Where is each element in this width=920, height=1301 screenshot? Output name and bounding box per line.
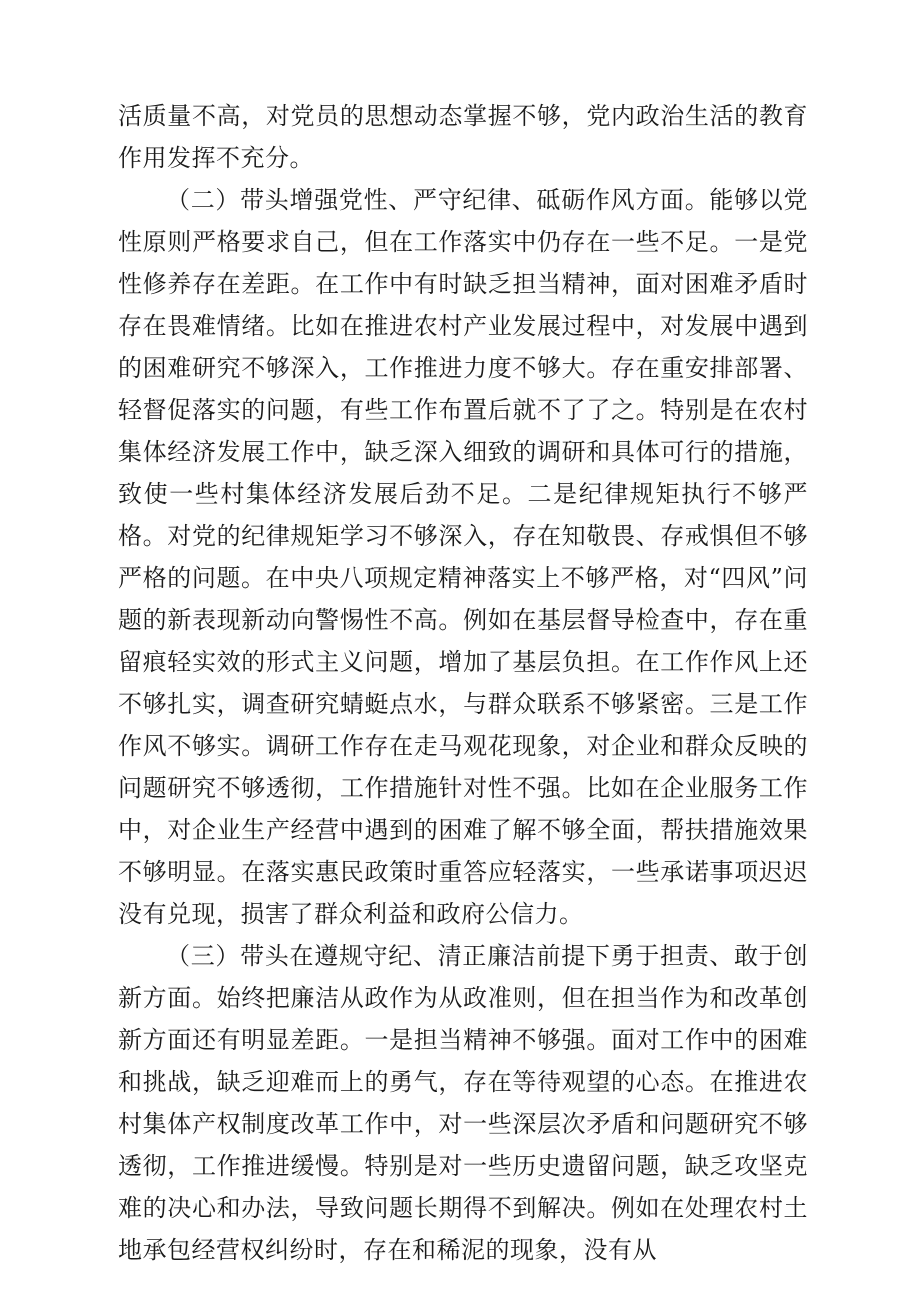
paragraph-section-three: （三）带头在遵规守纪、清正廉洁前提下勇于担责、敢于创新方面。始终把廉洁从政作为从政准则，但在担当作为和改革创新方面还有明显差距。一是担当精神不够强。面对工作中的困难和挑战，缺乏迎难而上的勇气，存在等待观望的心态。在推进农村集体产权制度改革工作中，对一些深层次矛盾和问题研究不够透彻，工作推进缓慢。特别是对一些历史遗留问题，缺乏攻坚克难的决心和办法，导致问题长期得不到解决。例如在处理农村土地承包经营权纠纷时，存在和稀泥的现象，没有从 [118, 942, 808, 1264]
document-body [118, 95, 808, 1271]
paragraph-section-two: （二）带头增强党性、严守纪律、砥砺作风方面。能够以党性原则严格要求自己，但在工作落实中仍存在一些不足。一是党性修养存在差距。在工作中有时缺乏担当精神，面对困难矛盾时存在畏难情绪。比如在推进农村产业发展过程中，对发展中遇到的困难研究不够深入，工作推进力度不够大。存在重安排部署、轻督促落实的问题，有些工作布置后就不了了之。特别是在农村集体经济发展工作中，缺乏深入细致的调研和具体可行的措施，致使一些村集体经济发展后劲不足。二是纪律规矩执行不够严格。对党的纪律规矩学习不够深入，存在知敬畏、存戒惧但不够严格的问题。在中央八项规定精神落实上不够严格，对“四风”问题的新表现新动向警惕性不高。例如在基层督导检查中，存在重留痕轻实效的形式主义问题，增加了基层负担。在工作作风上还不够扎实，调查研究蜻蜓点水，与群众联系不够紧密。三是工作作风不够实。调研工作存在走马观花现象，对企业和群众反映的问题研究不够透彻，工作措施针对性不强。比如在企业服务工作中，对企业生产经营中遇到的困难了解不够全面，帮扶措施效果不够明显。在落实惠民政策时重答应轻落实，一些承诺事项迟迟没有兑现，损害了群众利益和政府公信力。 [118, 186, 808, 928]
paragraph-continuation: 活质量不高，对党员的思想动态掌握不够，党内政治生活的教育作用发挥不充分。 [118, 102, 808, 172]
